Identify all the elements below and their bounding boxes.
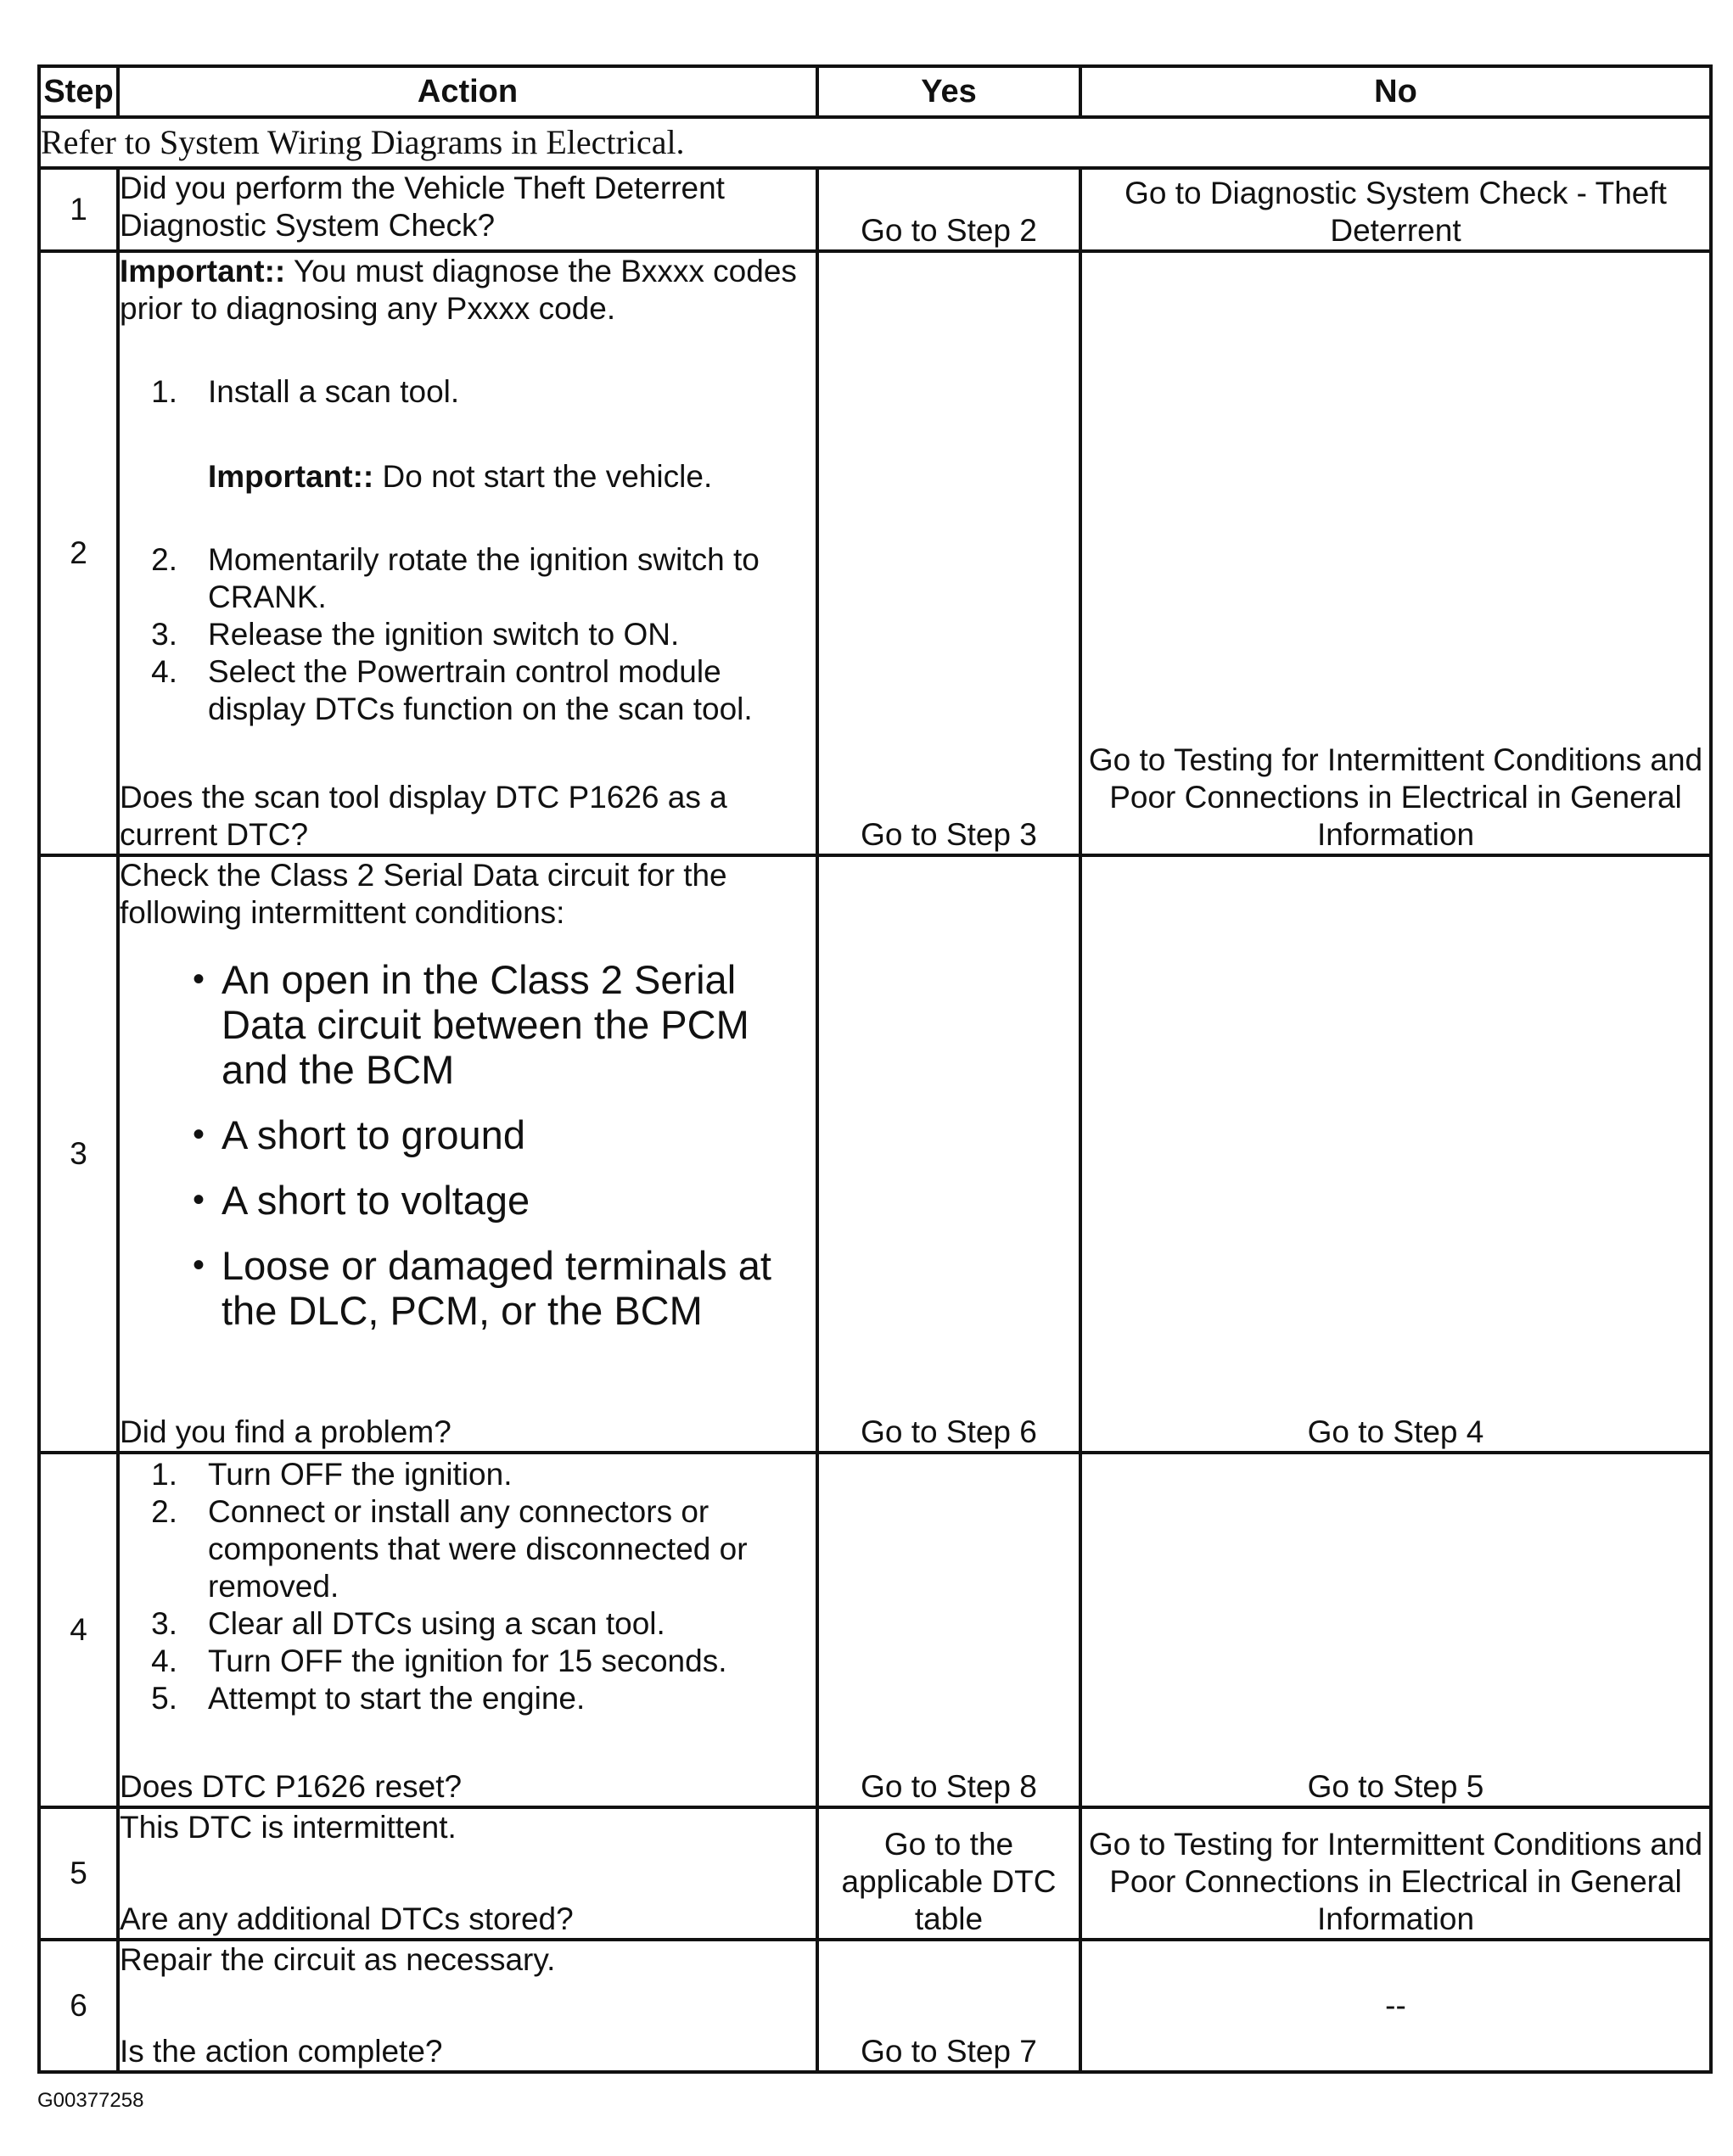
step-action [118, 251, 817, 855]
procedure-list [120, 373, 816, 728]
step-row-5 [39, 1807, 1711, 1940]
yes-result: Go to Step 7 [817, 1940, 1080, 2072]
step-number: 5 [39, 1807, 118, 1940]
step-number: 3 [39, 855, 118, 1453]
no-result: Go to Step 5 [1080, 1453, 1711, 1807]
refer-row [39, 117, 1711, 168]
list-item: • An open in the Class 2 Serial Data circuit between the PCM and the BCM [192, 957, 749, 1092]
condition-list [120, 957, 816, 1333]
important-text: You must diagnose the Bxxxx codes prior to diagnosing any Pxxxx code. [120, 254, 797, 326]
yes-result: Go to Step 3 [817, 251, 1080, 855]
list-item: 1. Install a scan tool. [151, 374, 460, 409]
diagnostic-table [37, 64, 1713, 2074]
step-number: 2 [39, 251, 118, 855]
step-row-2 [39, 251, 1711, 855]
procedure-list [120, 1456, 816, 1717]
step-question: Is the action complete? [120, 2034, 443, 2069]
list-item: • A short to ground [192, 1112, 525, 1157]
list-item: 4. Select the Powertrain control module display DTCs function on the scan tool. [151, 654, 753, 726]
step-question: Are any additional DTCs stored? [120, 1901, 574, 1936]
no-result: Go to Diagnostic System Check - Theft Deterrent [1080, 168, 1711, 251]
important-label: Important:: [120, 254, 286, 288]
step-number: 6 [39, 1940, 118, 2072]
yes-result: Go to the applicable DTC table [817, 1807, 1080, 1940]
important-label: Important:: [208, 459, 374, 494]
no-result: Go to Step 4 [1080, 855, 1711, 1453]
list-item: 1. Turn OFF the ignition. [151, 1457, 513, 1492]
step-row-6 [39, 1940, 1711, 2072]
list-item: 4. Turn OFF the ignition for 15 seconds. [151, 1644, 727, 1678]
list-item: 2. Momentarily rotate the ignition switch to CRANK. [151, 542, 760, 614]
list-item: 3. Release the ignition switch to ON. [151, 617, 680, 652]
list-item: 3. Clear all DTCs using a scan tool. [151, 1606, 665, 1641]
figure-id: G00377258 [37, 2089, 144, 2112]
important-text: Do not start the vehicle. [373, 459, 713, 494]
list-item: • A short to voltage [192, 1178, 530, 1223]
yes-result: Go to Step 8 [817, 1453, 1080, 1807]
step-question: Did you find a problem? [120, 1414, 451, 1449]
step-number: 4 [39, 1453, 118, 1807]
refer-note: Refer to System Wiring Diagrams in Electrical. [39, 117, 1711, 168]
step-action [118, 1453, 817, 1807]
step-intro: Repair the circuit as necessary. [120, 1942, 556, 1977]
important-note [120, 253, 816, 328]
step-question: Did you perform the Vehicle Theft Deterrent Diagnostic System Check? [120, 171, 725, 243]
step-action [118, 1807, 817, 1940]
list-item: • Loose or damaged terminals at the DLC, PCM, or the BCM [192, 1243, 771, 1333]
yes-result: Go to Step 2 [817, 168, 1080, 251]
header-row [39, 66, 1711, 117]
header-action: Action [118, 66, 817, 117]
header-yes: Yes [817, 66, 1080, 117]
header-no: No [1080, 66, 1711, 117]
step-intro: This DTC is intermittent. [120, 1810, 457, 1845]
no-result: -- [1080, 1940, 1711, 2072]
step-number: 1 [39, 168, 118, 251]
step-row-1 [39, 168, 1711, 251]
no-result: Go to Testing for Intermittent Conditions and Poor Connections in Electrical in General Information [1080, 251, 1711, 855]
list-item: 2. Connect or install any connectors or components that were disconnected or removed. [151, 1494, 748, 1604]
no-result: Go to Testing for Intermittent Conditions and Poor Connections in Electrical in General Information [1080, 1807, 1711, 1940]
sub-important-note [120, 458, 816, 496]
step-action [118, 855, 817, 1453]
step-row-4 [39, 1453, 1711, 1807]
header-step: Step [39, 66, 118, 117]
step-row-3 [39, 855, 1711, 1453]
step-question: Does DTC P1626 reset? [120, 1769, 463, 1804]
step-question: Does the scan tool display DTC P1626 as a current DTC? [120, 780, 727, 852]
step-action [118, 1940, 817, 2072]
step-intro: Check the Class 2 Serial Data circuit for the following intermittent conditions: [120, 858, 727, 930]
step-action [118, 168, 817, 251]
yes-result: Go to Step 6 [817, 855, 1080, 1453]
list-item: 5. Attempt to start the engine. [151, 1681, 586, 1716]
